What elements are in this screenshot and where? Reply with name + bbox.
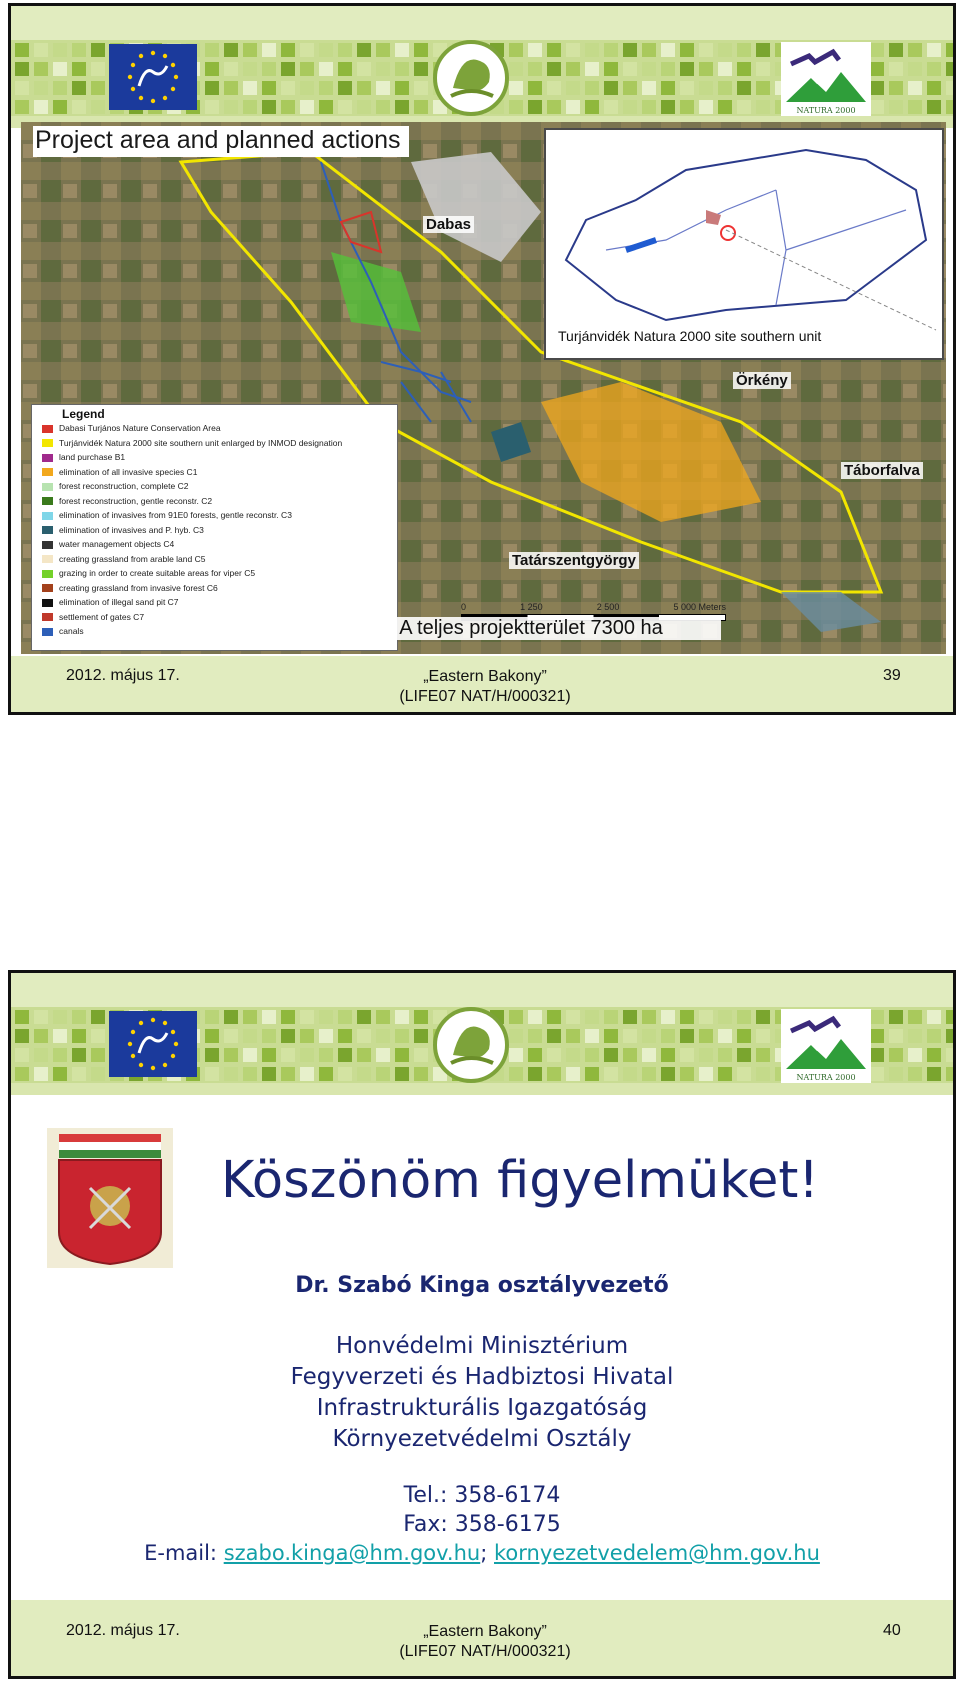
footer-band bbox=[11, 1600, 953, 1679]
contact-fax: Fax: 358-6175 bbox=[403, 1512, 561, 1537]
scale-label: 5 000 Meters bbox=[673, 602, 726, 612]
legend-swatch bbox=[42, 541, 53, 549]
page-number: 40 bbox=[883, 1622, 901, 1639]
legend-swatch bbox=[42, 570, 53, 578]
legend-item bbox=[42, 438, 342, 448]
place-label: Örkény bbox=[733, 372, 791, 389]
legend-swatch bbox=[42, 483, 53, 491]
footer-project-name: „Eastern Bakony” bbox=[423, 668, 547, 685]
footer-project-name: „Eastern Bakony” bbox=[423, 1623, 547, 1640]
legend-item bbox=[42, 568, 255, 578]
header-band bbox=[11, 6, 953, 40]
footer-band bbox=[11, 656, 953, 715]
place-label: Táborfalva bbox=[841, 462, 923, 479]
legend-label: forest reconstruction, complete C2 bbox=[59, 481, 189, 491]
map-title: Project area and planned actions bbox=[33, 126, 409, 157]
bird-tree-logo-icon bbox=[431, 1005, 511, 1085]
header-band bbox=[11, 973, 953, 1007]
legend-label: elimination of invasives from 91E0 forests, gentle reconstr. C3 bbox=[59, 510, 292, 520]
slide-39 bbox=[8, 3, 956, 715]
legend-swatch bbox=[42, 526, 53, 534]
legend-swatch bbox=[42, 468, 53, 476]
legend-item bbox=[42, 554, 205, 564]
legend-swatch bbox=[42, 613, 53, 621]
org-line: Infrastrukturális Igazgatóság bbox=[316, 1395, 648, 1421]
contact-name: Dr. Szabó Kinga osztályvezető bbox=[295, 1273, 669, 1298]
contact-email-line bbox=[11, 1541, 953, 1565]
hungarian-defence-emblem-icon bbox=[47, 1128, 173, 1268]
scale-label: 2 500 bbox=[596, 602, 620, 612]
email-separator: ; bbox=[480, 1541, 494, 1565]
project-area-map bbox=[21, 122, 946, 654]
org-line: Honvédelmi Minisztérium bbox=[335, 1333, 629, 1359]
life-eu-logo-icon bbox=[109, 1011, 197, 1077]
scale-label: 0 bbox=[461, 602, 467, 612]
natura-2000-logo-icon bbox=[781, 42, 871, 116]
legend-swatch bbox=[42, 628, 53, 636]
place-label: Dabas bbox=[423, 216, 474, 233]
legend-swatch bbox=[42, 599, 53, 607]
legend-label: creating grassland from arable land C5 bbox=[59, 553, 206, 564]
legend-label: water management objects C4 bbox=[59, 539, 175, 549]
legend-label: canals bbox=[59, 626, 84, 636]
hungary-inset-map bbox=[544, 128, 944, 360]
legend-label: grazing in order to create suitable areas for viper C5 bbox=[59, 568, 256, 578]
natura-2000-logo-icon bbox=[781, 1009, 871, 1083]
org-line: Környezetvédelmi Osztály bbox=[332, 1426, 632, 1452]
legend-swatch bbox=[42, 439, 53, 447]
footer-project bbox=[335, 667, 635, 707]
legend-swatch bbox=[42, 555, 53, 563]
legend-swatch bbox=[42, 425, 53, 433]
legend-item bbox=[42, 510, 292, 520]
legend-item bbox=[42, 423, 221, 433]
legend-item bbox=[42, 481, 188, 491]
legend-item bbox=[42, 496, 212, 506]
map-legend bbox=[31, 404, 398, 651]
legend-item bbox=[42, 539, 174, 549]
legend-label: Dabasi Turjános Nature Conservation Area bbox=[59, 423, 221, 433]
legend-label: elimination of invasives and P. hyb. C3 bbox=[59, 524, 204, 535]
legend-item bbox=[42, 525, 204, 535]
inset-caption: Turjánvidék Natura 2000 site southern unit bbox=[558, 328, 822, 344]
slide-40 bbox=[8, 970, 956, 1679]
legend-swatch bbox=[42, 512, 53, 520]
legend-item bbox=[42, 583, 218, 593]
bird-tree-logo-icon bbox=[431, 38, 511, 118]
legend-item bbox=[42, 597, 179, 607]
legend-label: land purchase B1 bbox=[59, 452, 126, 462]
legend-label: elimination of all invasive species C1 bbox=[59, 466, 198, 477]
svg-text:NATURA 2000: NATURA 2000 bbox=[796, 106, 856, 115]
footer-project bbox=[335, 1622, 635, 1662]
legend-item bbox=[42, 452, 125, 462]
contact-tel: Tel.: 358-6174 bbox=[403, 1483, 561, 1508]
email-link-personal[interactable]: szabo.kinga@hm.gov.hu bbox=[223, 1541, 481, 1565]
thank-you-heading: Köszönöm figyelmüket! bbox=[221, 1151, 819, 1210]
footer-project-code: (LIFE07 NAT/H/000321) bbox=[399, 1643, 571, 1660]
legend-label: Turjánvidék Natura 2000 site southern unit enlarged by INMOD designation bbox=[59, 437, 343, 448]
legend-swatch bbox=[42, 454, 53, 462]
legend-label: elimination of illegal sand pit C7 bbox=[59, 597, 179, 607]
email-link-department[interactable]: kornyezetvedelem@hm.gov.hu bbox=[494, 1541, 820, 1565]
area-caption: A teljes projektterület 7300 ha bbox=[341, 617, 721, 640]
legend-item bbox=[42, 626, 84, 636]
legend-swatch bbox=[42, 584, 53, 592]
scale-label: 1 250 bbox=[520, 602, 543, 612]
email-prefix: E-mail: bbox=[144, 1541, 224, 1565]
page-number: 39 bbox=[883, 667, 901, 684]
legend-swatch bbox=[42, 497, 53, 505]
footer-date: 2012. május 17. bbox=[66, 667, 180, 684]
life-eu-logo-icon bbox=[109, 44, 197, 110]
legend-label: settlement of gates C7 bbox=[59, 611, 145, 622]
footer-project-code: (LIFE07 NAT/H/000321) bbox=[399, 688, 571, 705]
legend-title: Legend bbox=[62, 407, 105, 421]
legend-label: forest reconstruction, gentle reconstr. C2 bbox=[59, 495, 213, 506]
place-label: Tatárszentgyörgy bbox=[509, 552, 639, 569]
footer-date: 2012. május 17. bbox=[66, 1622, 180, 1639]
legend-label: creating grassland from invasive forest C6 bbox=[59, 582, 218, 593]
svg-text:NATURA 2000: NATURA 2000 bbox=[796, 1073, 856, 1082]
legend-item bbox=[42, 467, 197, 477]
legend-item bbox=[42, 612, 144, 622]
org-line: Fegyverzeti és Hadbiztosi Hivatal bbox=[290, 1364, 674, 1390]
